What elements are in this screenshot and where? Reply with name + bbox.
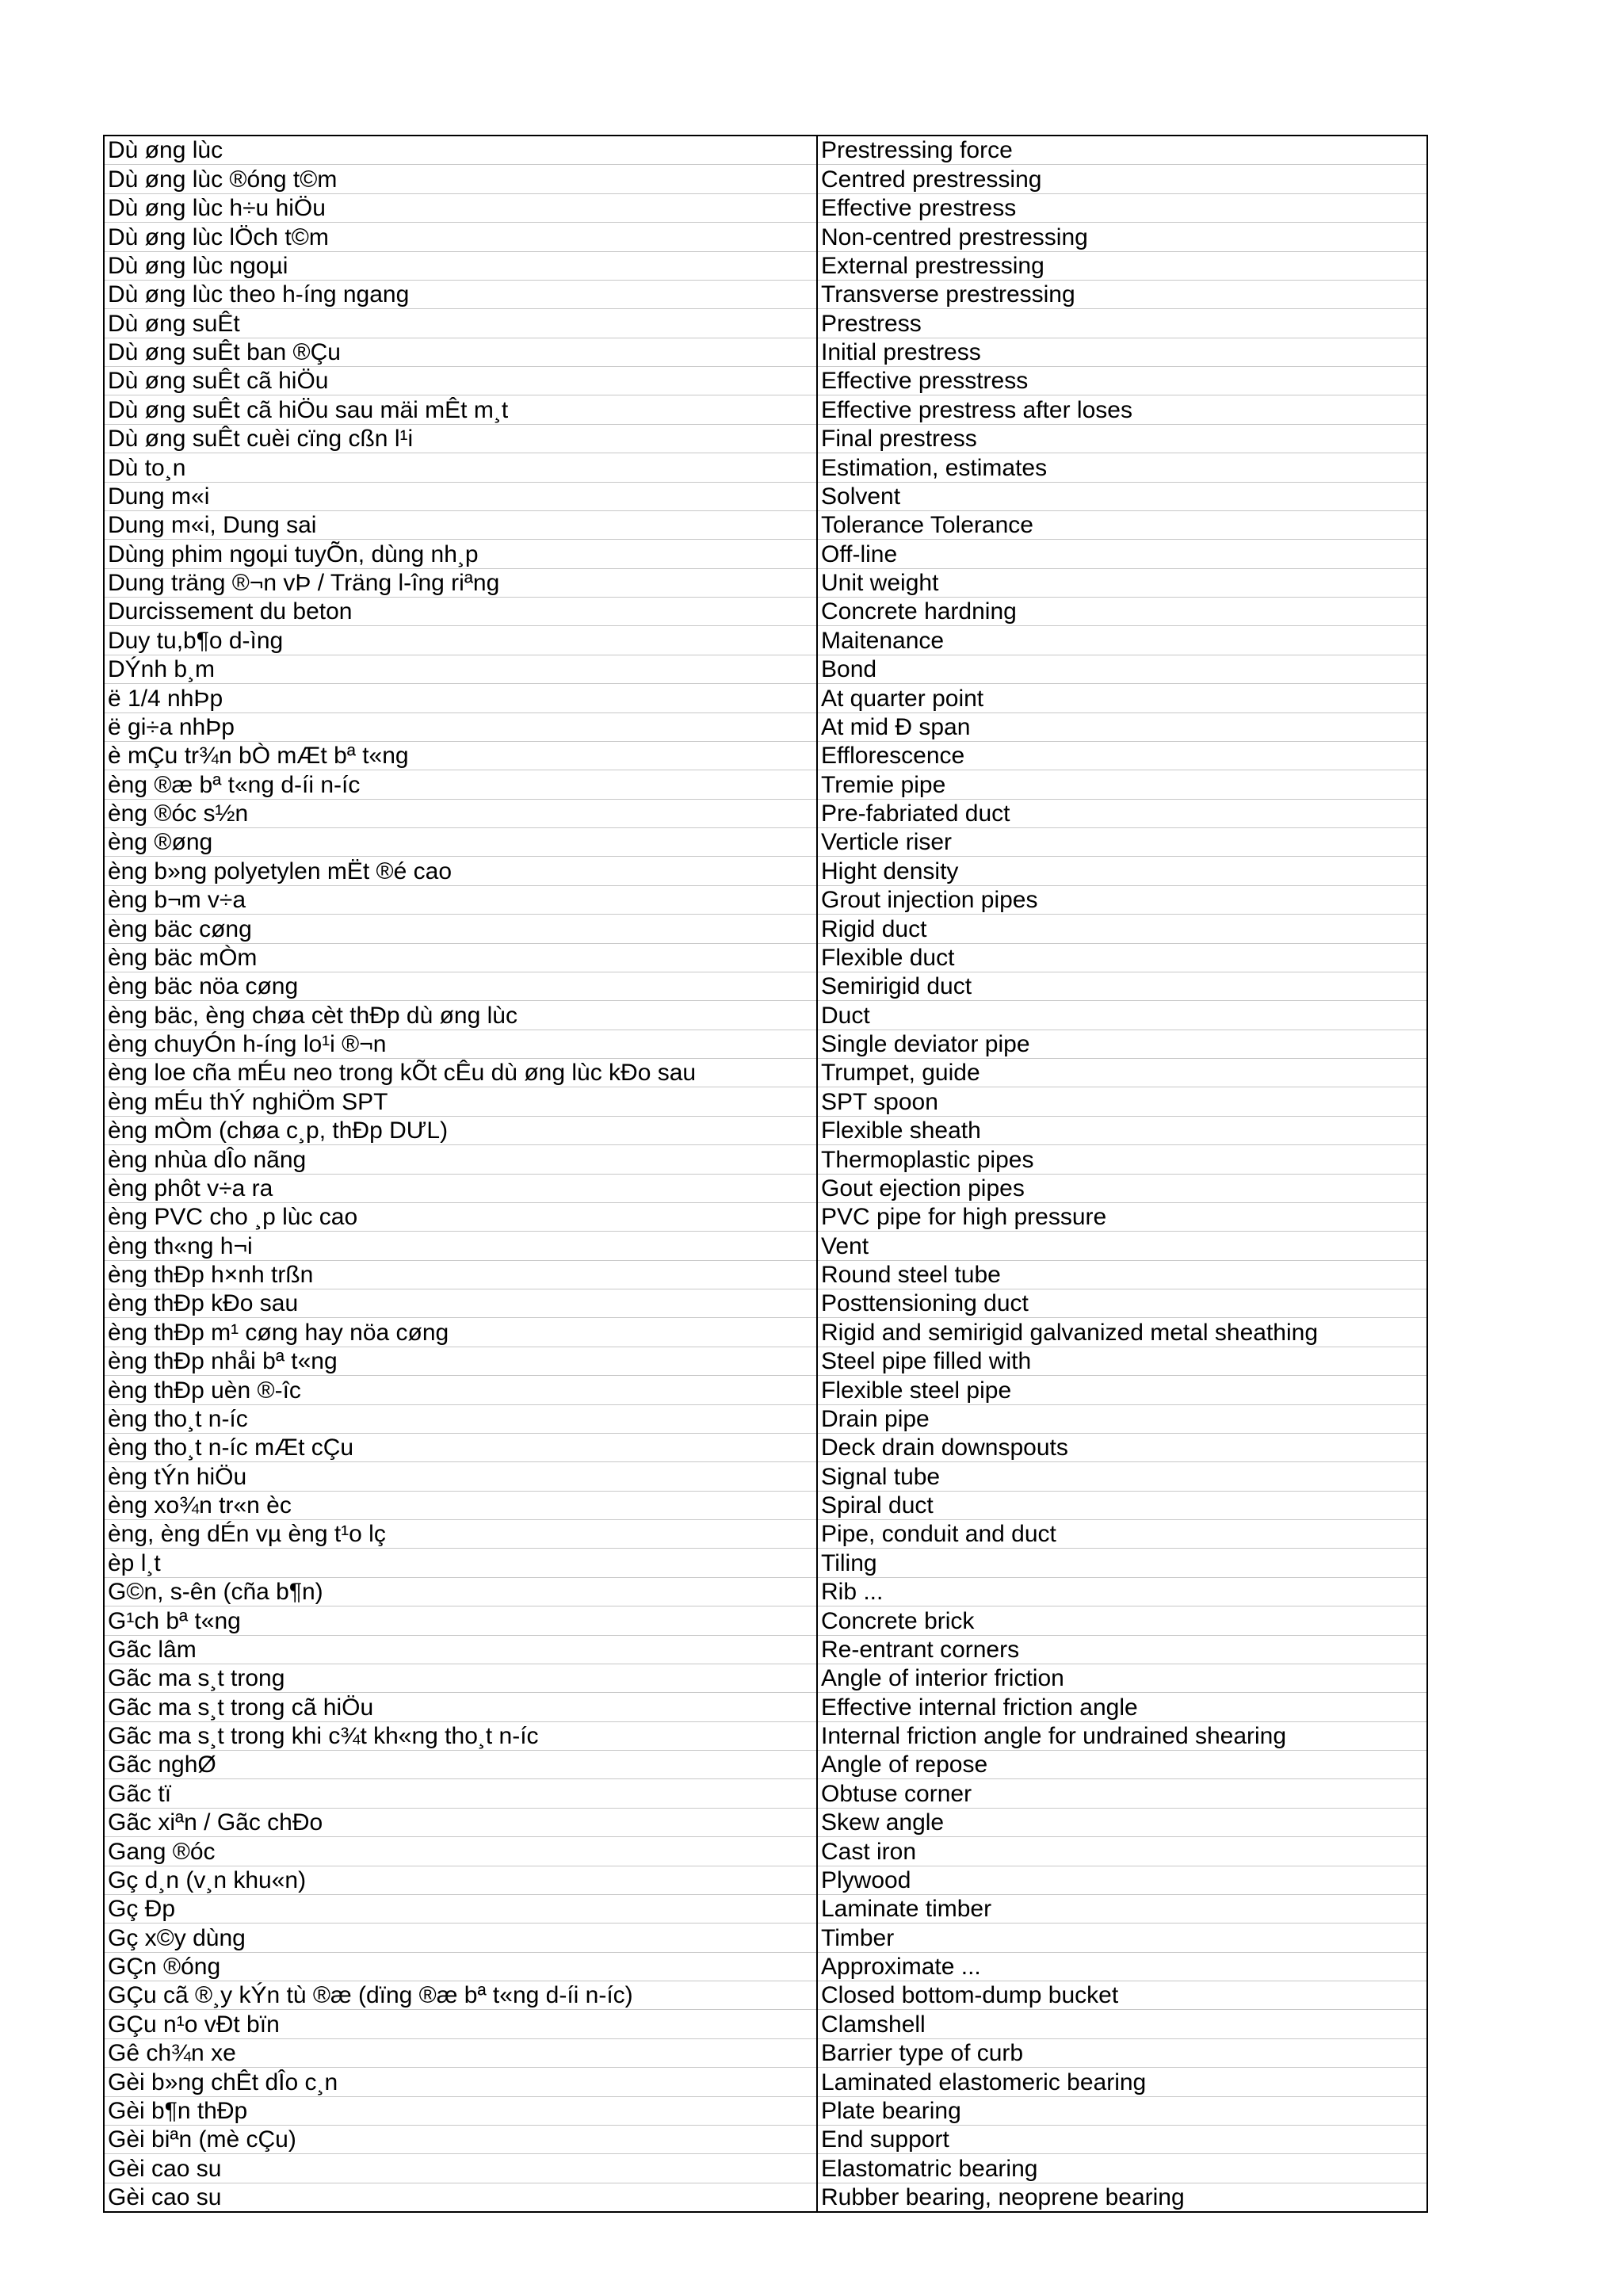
english-term-cell: Rubber bearing, neoprene bearing [817,2183,1427,2212]
table-row [104,2183,1427,2212]
table-row [104,1059,1427,1087]
english-term-cell: Trumpet, guide [817,1059,1427,1087]
english-term-cell: Re-entrant corners [817,1635,1427,1664]
english-term-cell: Effective prestress [817,193,1427,222]
table-row [104,598,1427,626]
vietnamese-term-cell: Dùng phim ngoµi tuyÕn, dùng nh¸p [104,540,817,568]
english-term-cell: Tiling [817,1549,1427,1577]
english-term-cell: Deck drain downspouts [817,1433,1427,1461]
table-row [104,395,1427,424]
english-term-cell: End support [817,2125,1427,2153]
vietnamese-term-cell: Dung m«i [104,482,817,510]
table-row [104,136,1427,165]
table-row [104,1318,1427,1347]
vietnamese-term-cell: Gãc ma s¸t trong khi c¾t kh«ng tho¸t n-íc [104,1721,817,1750]
english-term-cell: Round steel tube [817,1260,1427,1289]
english-term-cell: Hight density [817,857,1427,885]
table-row [104,1606,1427,1635]
english-term-cell: Drain pipe [817,1404,1427,1433]
vietnamese-term-cell: èng ®óc s½n [104,799,817,827]
vietnamese-term-cell: Gãc xiªn / Gãc chÐo [104,1808,817,1836]
table-row [104,165,1427,193]
vietnamese-term-cell: Gãc ma s¸t trong [104,1664,817,1692]
english-term-cell: Laminated elastomeric bearing [817,2068,1427,2096]
vietnamese-term-cell: Duy tu,b¶o d-ìng [104,626,817,655]
english-term-cell: Semirigid duct [817,972,1427,1000]
vietnamese-term-cell: Dù øng lùc ngoµi [104,251,817,280]
english-term-cell: Gout ejection pipes [817,1174,1427,1202]
table-row [104,1952,1427,1981]
vietnamese-term-cell: Dù øng suÊt [104,309,817,338]
vietnamese-term-cell: Dù to¸n [104,453,817,482]
table-row [104,1520,1427,1549]
vietnamese-term-cell: èng b»ng polyetylen mËt ®é cao [104,857,817,885]
table-row [104,1721,1427,1750]
english-term-cell: Approximate ... [817,1952,1427,1981]
english-term-cell: Pre-fabriated duct [817,799,1427,827]
vietnamese-term-cell: èng bäc nöa cøng [104,972,817,1000]
vietnamese-term-cell: Gèi cao su [104,2154,817,2183]
english-term-cell: Effective presstress [817,367,1427,395]
table-row [104,1664,1427,1692]
table-row [104,1376,1427,1404]
table-row [104,367,1427,395]
vietnamese-term-cell: Dù øng suÊt cuèi cïng cßn l¹i [104,424,817,453]
table-row [104,1433,1427,1461]
english-term-cell: SPT spoon [817,1087,1427,1116]
english-term-cell: Posttensioning duct [817,1289,1427,1318]
vietnamese-term-cell: Gèi b¶n thÐp [104,2096,817,2125]
table-row [104,1232,1427,1260]
english-term-cell: Efflorescence [817,741,1427,770]
table-row [104,741,1427,770]
vietnamese-term-cell: èng bäc cøng [104,915,817,943]
vietnamese-term-cell: èng ®øng [104,828,817,857]
table-row [104,915,1427,943]
english-term-cell: Grout injection pipes [817,885,1427,914]
english-term-cell: Rigid duct [817,915,1427,943]
english-term-cell: Rib ... [817,1577,1427,1606]
table-row [104,1577,1427,1606]
table-row [104,424,1427,453]
vietnamese-term-cell: èng tho¸t n-íc mÆt cÇu [104,1433,817,1461]
english-term-cell: External prestressing [817,251,1427,280]
vietnamese-term-cell: èp l¸t [104,1549,817,1577]
english-term-cell: Maitenance [817,626,1427,655]
english-term-cell: Off-line [817,540,1427,568]
english-term-cell: Solvent [817,482,1427,510]
table-row [104,1981,1427,2010]
english-term-cell: Vent [817,1232,1427,1260]
table-row [104,251,1427,280]
vietnamese-term-cell: Dù øng lùc lÖch t©m [104,223,817,251]
table-row [104,2068,1427,2096]
english-term-cell: Concrete brick [817,1606,1427,1635]
vietnamese-term-cell: Gèi biªn (mè cÇu) [104,2125,817,2153]
table-row [104,2010,1427,2038]
english-term-cell: Initial prestress [817,338,1427,366]
table-row [104,1404,1427,1433]
english-term-cell: Steel pipe filled with [817,1347,1427,1375]
table-row [104,1174,1427,1202]
english-term-cell: Bond [817,655,1427,683]
vietnamese-term-cell: èng th«ng h¬i [104,1232,817,1260]
vietnamese-term-cell: èng thÐp h×nh trßn [104,1260,817,1289]
table-row [104,338,1427,366]
table-row [104,770,1427,799]
glossary-body [104,136,1427,2212]
english-term-cell: Flexible sheath [817,1116,1427,1144]
table-row [104,655,1427,683]
english-term-cell: Plate bearing [817,2096,1427,2125]
table-row [104,1866,1427,1894]
vietnamese-term-cell: èng loe cña mÉu neo trong kÕt cÊu dù øng lùc kÐo sau [104,1059,817,1087]
vietnamese-term-cell: Gang ®óc [104,1837,817,1866]
table-row [104,1347,1427,1375]
english-term-cell: Elastomatric bearing [817,2154,1427,2183]
table-row [104,857,1427,885]
vietnamese-term-cell: èng chuyÓn h-íng lo¹i ®¬n [104,1030,817,1058]
table-row [104,1145,1427,1174]
english-term-cell: Obtuse corner [817,1779,1427,1808]
vietnamese-term-cell: èng bäc mÒm [104,943,817,972]
vietnamese-term-cell: Gç Ðp [104,1894,817,1923]
english-term-cell: Transverse prestressing [817,280,1427,308]
vietnamese-term-cell: èng, èng dÉn vµ èng t¹o lç [104,1520,817,1549]
vietnamese-term-cell: èng phôt v÷a ra [104,1174,817,1202]
english-term-cell: Internal friction angle for undrained shearing [817,1721,1427,1750]
vietnamese-term-cell: ë gi÷a nhÞp [104,712,817,741]
vietnamese-term-cell: G¹ch bª t«ng [104,1606,817,1635]
english-term-cell: Skew angle [817,1808,1427,1836]
table-row [104,1808,1427,1836]
english-term-cell: Pipe, conduit and duct [817,1520,1427,1549]
vietnamese-term-cell: Gç d¸n (v¸n khu«n) [104,1866,817,1894]
table-row [104,1030,1427,1058]
vietnamese-term-cell: Dù øng suÊt cã hiÖu sau mäi mÊt m¸t [104,395,817,424]
table-row [104,1693,1427,1721]
vietnamese-term-cell: Gãc tï [104,1779,817,1808]
vietnamese-term-cell: èng thÐp kÐo sau [104,1289,817,1318]
english-term-cell: Effective internal friction angle [817,1693,1427,1721]
english-term-cell: Rigid and semirigid galvanized metal sheathing [817,1318,1427,1347]
table-row [104,828,1427,857]
table-row [104,1779,1427,1808]
english-term-cell: Clamshell [817,2010,1427,2038]
vietnamese-term-cell: Dù øng lùc [104,136,817,165]
english-term-cell: Spiral duct [817,1491,1427,1519]
english-term-cell: At mid Ð span [817,712,1427,741]
vietnamese-term-cell: Gãc lâm [104,1635,817,1664]
vietnamese-term-cell: èng tÝn hiÖu [104,1462,817,1491]
vietnamese-term-cell: DÝnh b¸m [104,655,817,683]
table-row [104,626,1427,655]
vietnamese-term-cell: èng ®æ bª t«ng d-íi n-íc [104,770,817,799]
table-row [104,712,1427,741]
vietnamese-term-cell: ë 1/4 nhÞp [104,684,817,712]
table-row [104,1491,1427,1519]
table-row [104,2125,1427,2153]
table-row [104,1462,1427,1491]
table-row [104,280,1427,308]
table-row [104,482,1427,510]
vietnamese-term-cell: èng tho¸t n-íc [104,1404,817,1433]
vietnamese-term-cell: Dung m«i, Dung sai [104,510,817,539]
table-row [104,2154,1427,2183]
table-row [104,1837,1427,1866]
vietnamese-term-cell: Dù øng lùc h÷u hiÖu [104,193,817,222]
english-term-cell: Cast iron [817,1837,1427,1866]
vietnamese-term-cell: GÇu n¹o vÐt bïn [104,2010,817,2038]
vietnamese-term-cell: Dù øng suÊt ban ®Çu [104,338,817,366]
vietnamese-term-cell: Gèi cao su [104,2183,817,2212]
vietnamese-term-cell: Dù øng suÊt cã hiÖu [104,367,817,395]
english-term-cell: Laminate timber [817,1894,1427,1923]
english-term-cell: Tolerance Tolerance [817,510,1427,539]
table-row [104,453,1427,482]
english-term-cell: Thermoplastic pipes [817,1145,1427,1174]
english-term-cell: Closed bottom-dump bucket [817,1981,1427,2010]
english-term-cell: Verticle riser [817,828,1427,857]
english-term-cell: Plywood [817,1866,1427,1894]
table-row [104,309,1427,338]
english-term-cell: Duct [817,1001,1427,1030]
table-row [104,1751,1427,1779]
vietnamese-term-cell: èng nhùa dÎo nãng [104,1145,817,1174]
table-row [104,223,1427,251]
english-term-cell: Effective prestress after loses [817,395,1427,424]
vietnamese-term-cell: Dù øng lùc theo h-íng ngang [104,280,817,308]
english-term-cell: Estimation, estimates [817,453,1427,482]
vietnamese-term-cell: èng mÒm (chøa c¸p, thÐp DƯL) [104,1116,817,1144]
table-row [104,2038,1427,2067]
table-row [104,1116,1427,1144]
english-term-cell: Flexible steel pipe [817,1376,1427,1404]
vietnamese-term-cell: èng thÐp uèn ®-îc [104,1376,817,1404]
table-row [104,540,1427,568]
table-row [104,2096,1427,2125]
english-term-cell: Prestressing force [817,136,1427,165]
english-term-cell: Flexible duct [817,943,1427,972]
english-term-cell: Unit weight [817,568,1427,597]
table-row [104,799,1427,827]
english-term-cell: Signal tube [817,1462,1427,1491]
vietnamese-term-cell: Dù øng lùc ®óng t©m [104,165,817,193]
vietnamese-term-cell: Gèi b»ng chÊt dÎo c¸n [104,2068,817,2096]
table-row [104,1202,1427,1231]
vietnamese-term-cell: Durcissement du beton [104,598,817,626]
table-row [104,1260,1427,1289]
table-row [104,684,1427,712]
table-row [104,1924,1427,1952]
vietnamese-term-cell: Gç x©y dùng [104,1924,817,1952]
english-term-cell: Centred prestressing [817,165,1427,193]
vietnamese-term-cell: G©n, s-ên (cña b¶n) [104,1577,817,1606]
english-term-cell: PVC pipe for high pressure [817,1202,1427,1231]
vietnamese-term-cell: Gãc nghØ [104,1751,817,1779]
vietnamese-term-cell: Dung träng ®¬n vÞ / Träng l-îng riªng [104,568,817,597]
vietnamese-term-cell: GÇu cã ®¸y kÝn tù ®æ (dïng ®æ bª t«ng d-íi n-íc) [104,1981,817,2010]
table-row [104,510,1427,539]
vietnamese-term-cell: èng b¬m v÷a [104,885,817,914]
english-term-cell: Prestress [817,309,1427,338]
vietnamese-term-cell: Gãc ma s¸t trong cã hiÖu [104,1693,817,1721]
vietnamese-term-cell: GÇn ®óng [104,1952,817,1981]
table-row [104,885,1427,914]
vietnamese-term-cell: è mÇu tr¾n bÒ mÆt bª t«ng [104,741,817,770]
glossary-table [103,135,1428,2213]
vietnamese-term-cell: èng thÐp m¹ cøng hay nöa cøng [104,1318,817,1347]
table-row [104,193,1427,222]
table-row [104,1087,1427,1116]
vietnamese-term-cell: èng bäc, èng chøa cèt thÐp dù øng lùc [104,1001,817,1030]
vietnamese-term-cell: èng thÐp nhåi bª t«ng [104,1347,817,1375]
table-row [104,1001,1427,1030]
table-row [104,1894,1427,1923]
table-row [104,972,1427,1000]
table-row [104,1289,1427,1318]
english-term-cell: Angle of repose [817,1751,1427,1779]
english-term-cell: Non-centred prestressing [817,223,1427,251]
table-row [104,568,1427,597]
vietnamese-term-cell: èng xo¾n tr«n èc [104,1491,817,1519]
english-term-cell: Tremie pipe [817,770,1427,799]
english-term-cell: Concrete hardning [817,598,1427,626]
table-row [104,1635,1427,1664]
vietnamese-term-cell: èng PVC cho ¸p lùc cao [104,1202,817,1231]
table-row [104,943,1427,972]
english-term-cell: Final prestress [817,424,1427,453]
english-term-cell: Single deviator pipe [817,1030,1427,1058]
vietnamese-term-cell: èng mÉu thÝ nghiÖm SPT [104,1087,817,1116]
english-term-cell: Angle of interior friction [817,1664,1427,1692]
english-term-cell: Barrier type of curb [817,2038,1427,2067]
english-term-cell: At quarter point [817,684,1427,712]
english-term-cell: Timber [817,1924,1427,1952]
vietnamese-term-cell: Gê ch¾n xe [104,2038,817,2067]
table-row [104,1549,1427,1577]
